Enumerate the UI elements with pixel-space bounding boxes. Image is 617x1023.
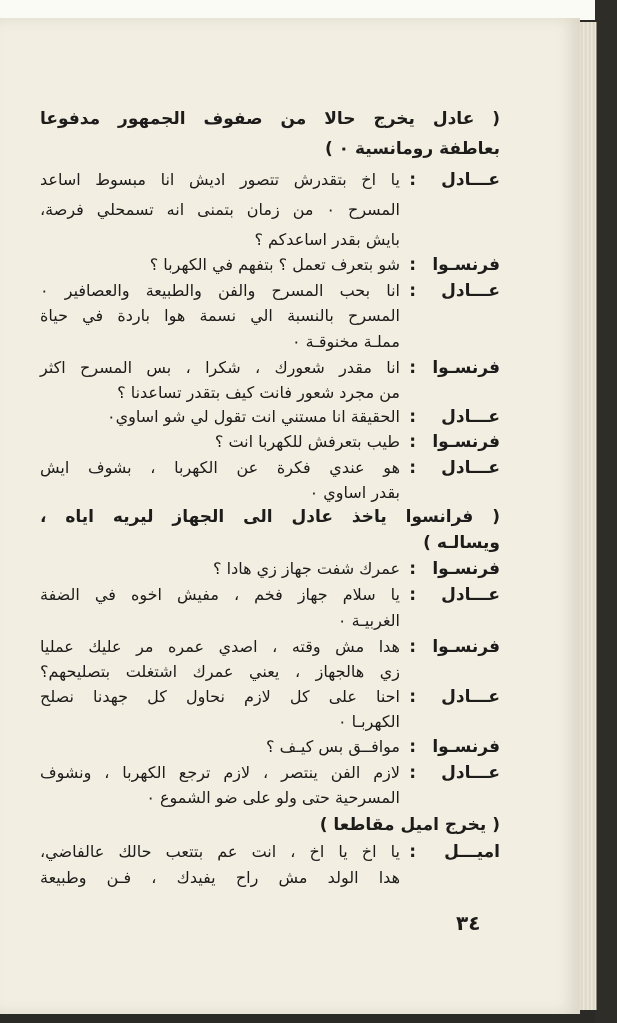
stage-direction-text: ( عادل يخرج حالا من صفوف الجمهور مدفوعا	[40, 109, 500, 129]
speaker-name: اميـــل	[444, 842, 500, 862]
stage-direction-text: ( فرانسوا ياخذ عادل الى الجهاز ليريه اياه ،	[40, 507, 500, 527]
dialogue-text: احنا على كل لازم نحاول كل جهدنا نصلح	[40, 687, 400, 706]
dialogue-text: هو عندي فكرة عن الكهربا ، بشوف ايش	[40, 458, 400, 477]
dialogue-line	[40, 195, 500, 225]
speaker-name: فرنسـوا	[432, 432, 500, 452]
dialogue-text: يا اخ بتقدرش تتصور اديش انا مبسوط اساعد	[40, 170, 400, 189]
speaker-name: فرنسـوا	[432, 358, 500, 378]
speaker-name: عـــادل	[441, 763, 500, 783]
dialogue-text: هدا الولد مش راح يفيدك ، فـن وطبيعة	[40, 868, 400, 887]
dialogue-text: الغربيـة ٠	[337, 611, 400, 630]
stage-direction-text: بعاطفة رومانسية ٠ )	[324, 139, 500, 159]
dialogue-line	[40, 863, 500, 893]
stage-direction-line	[40, 104, 500, 134]
dialogue-text: المسرح بالنسبة الي نسمة هوا باردة في حياة	[40, 306, 400, 325]
dialogue-text: انا بحب المسرح والفن والطبيعة والعصافير ٠	[40, 281, 400, 300]
dialogue-text: يا سلام جهاز فخم ، مفيش اخوه في الضفة	[40, 585, 400, 604]
dialogue-text: المسرحية حتى ولو على ضو الشموع ٠	[146, 788, 400, 807]
dialogue-text: انا مقدر شعورك ، شكرا ، بس المسرح اكثر	[40, 358, 400, 377]
dialogue-text: مملـة مخنوقـة ٠	[291, 332, 400, 351]
speaker-colon: :	[409, 432, 416, 452]
book-page	[0, 18, 580, 1014]
speaker-colon: :	[409, 763, 416, 783]
dialogue-line	[40, 165, 500, 195]
speaker-colon: :	[409, 842, 416, 862]
stage-direction-line	[40, 134, 500, 164]
dialogue-text: يا اخ يا اخ ، انت عم بتتعب حالك عالفاضي،	[40, 842, 400, 861]
speaker-name: عـــادل	[441, 407, 500, 427]
speaker-name: عـــادل	[441, 687, 500, 707]
speaker-name: فرنسـوا	[432, 559, 500, 579]
page-number: ٣٤	[456, 911, 481, 935]
dialogue-text: الحقيقة انا مستني انت تقول لي شو اساوي٠	[107, 407, 400, 426]
speaker-name: عـــادل	[441, 585, 500, 605]
speaker-colon: :	[409, 358, 416, 378]
dialogue-text: المسرح ٠ من زمان بتمنى انه تسمحلي فرصة،	[40, 200, 400, 219]
scan-background-top	[0, 0, 617, 20]
dialogue-text: بقدر اساوي ٠	[309, 483, 400, 502]
dialogue-text: زي هالجهاز ، يعني عمرك اشتغلت بتصليحهم؟	[40, 662, 400, 681]
speaker-colon: :	[409, 559, 416, 579]
dialogue-text: طيب بتعرفش للكهربا انت ؟	[214, 432, 400, 451]
dialogue-text: عمرك شفت جهاز زي هادا ؟	[213, 559, 400, 578]
speaker-colon: :	[409, 458, 416, 478]
speaker-name: فرنسـوا	[432, 737, 500, 757]
dialogue-line	[40, 783, 500, 813]
dialogue-text: من مجرد شعور فانت كيف بتقدر تساعدنا ؟	[117, 383, 400, 402]
speaker-colon: :	[409, 407, 416, 427]
stage-direction-text: ( يخرج اميل مقاطعا )	[319, 815, 500, 835]
speaker-colon: :	[409, 170, 416, 190]
scan-background-right	[595, 0, 617, 1023]
speaker-name: فرنسـوا	[432, 255, 500, 275]
speaker-colon: :	[409, 637, 416, 657]
dialogue-text: لازم الفن ينتصر ، لازم ترجع الكهربا ، ونشوف	[40, 763, 400, 782]
speaker-name: عـــادل	[441, 281, 500, 301]
dialogue-text: موافــق بس كيـف ؟	[266, 737, 400, 756]
stage-direction-line	[40, 810, 500, 840]
speaker-name: عـــادل	[441, 458, 500, 478]
dialogue-text: شو بتعرف تعمل ؟ بتفهم في الكهربا ؟	[149, 255, 400, 274]
speaker-colon: :	[409, 255, 416, 275]
dialogue-text: هدا مش وقته ، اصدي عمره مر عليك عمليا	[40, 637, 400, 656]
speaker-colon: :	[409, 281, 416, 301]
speaker-colon: :	[409, 687, 416, 707]
dialogue-text: بايش بقدر اساعدكم ؟	[254, 230, 400, 249]
speaker-colon: :	[409, 737, 416, 757]
stage-direction-text: ويسالـه )	[423, 533, 500, 553]
speaker-name: عـــادل	[441, 170, 500, 190]
speaker-name: فرنسـوا	[432, 637, 500, 657]
dialogue-text: الكهربـا ٠	[337, 712, 400, 731]
speaker-colon: :	[409, 585, 416, 605]
